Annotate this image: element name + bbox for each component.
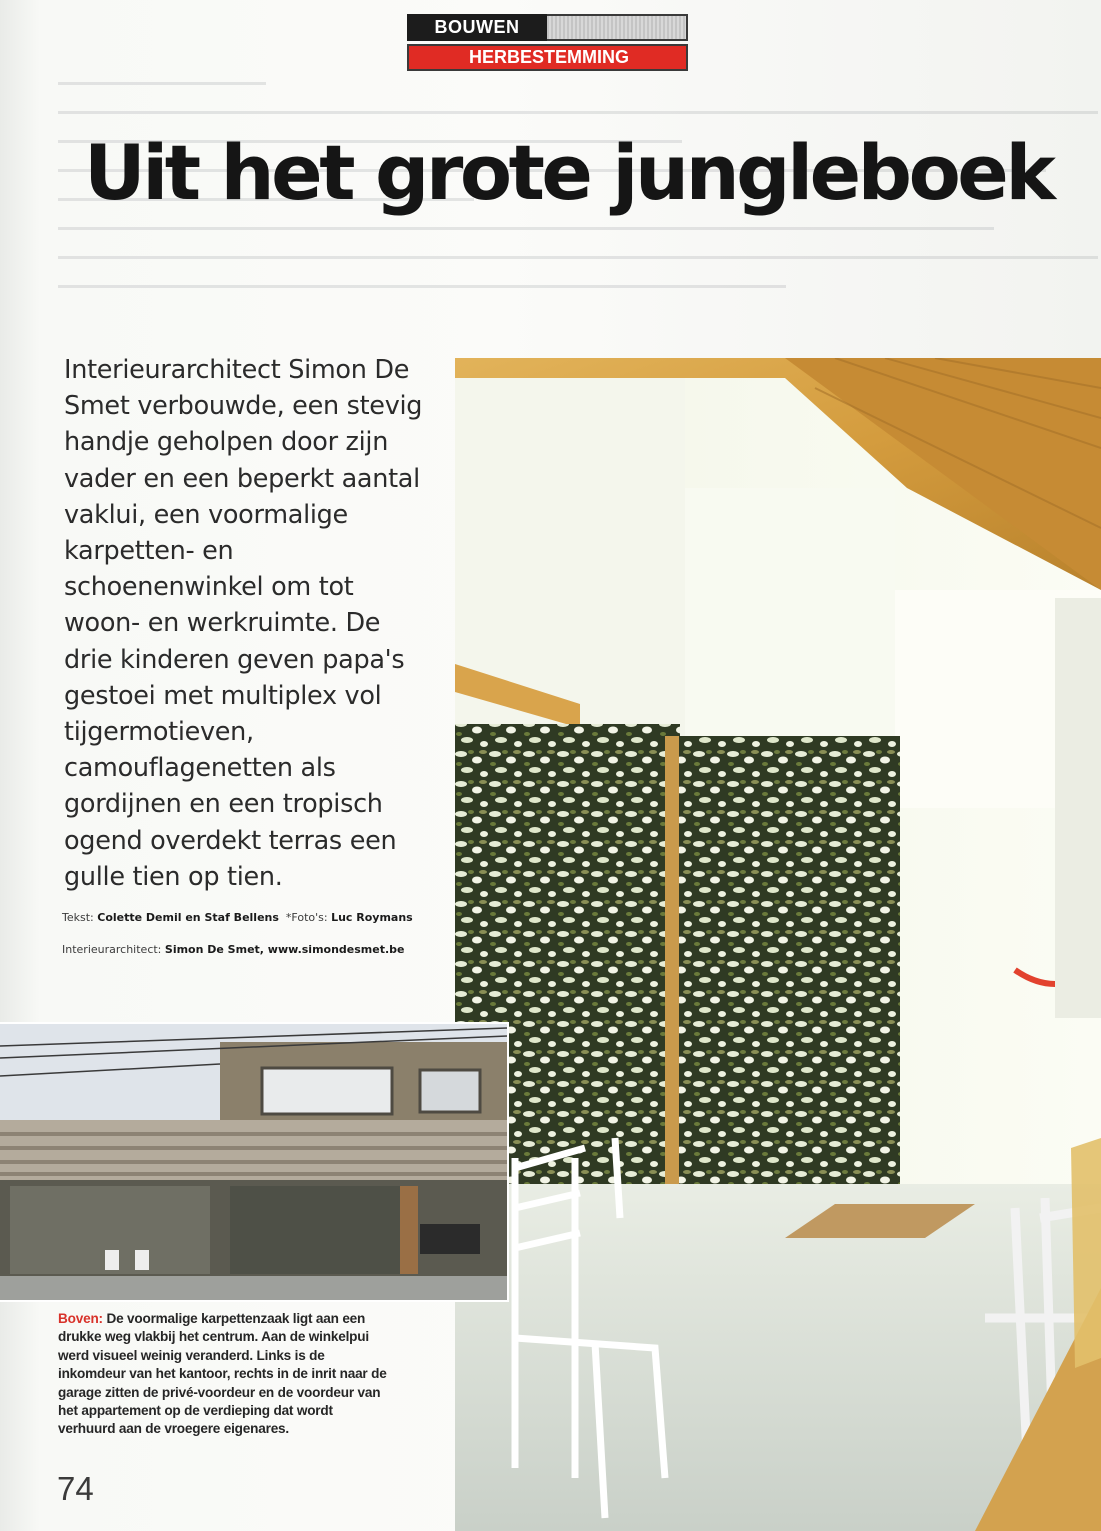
intro-line: gulle tien op tien. xyxy=(64,861,283,892)
photo-caption xyxy=(58,1310,418,1439)
text-credit xyxy=(62,902,442,934)
text-credit-names: Colette Demil en Staf Bellens xyxy=(97,911,279,924)
caption-line: inkomdeur van het kantoor, rechts in de inrit naar de xyxy=(58,1366,387,1382)
intro-line: Smet verbouwde, een stevig xyxy=(64,391,423,422)
photo-credit-name: Luc Roymans xyxy=(331,911,413,924)
intro-paragraph xyxy=(64,352,424,895)
intro-line: handje geholpen door zijn xyxy=(64,427,389,458)
caption-line: het appartement op de verdieping dat wordt xyxy=(58,1403,333,1419)
intro-line: tijgermotieven, xyxy=(64,717,254,748)
credits xyxy=(62,902,442,966)
intro-line: karpetten- en xyxy=(64,536,234,567)
interior-photo xyxy=(455,358,1101,1531)
architect-credit-name: Simon De Smet, www.simondesmet.be xyxy=(164,943,405,956)
exterior-photo xyxy=(0,1024,507,1300)
section-label: BOUWEN xyxy=(407,14,547,41)
intro-line: drie kinderen geven papa's xyxy=(64,644,405,675)
subsection-label: HERBESTEMMING xyxy=(407,44,688,71)
intro-line: vader en een beperkt aantal xyxy=(64,463,420,494)
caption-line xyxy=(58,1310,418,1328)
intro-line: gestoei met multiplex vol xyxy=(64,680,382,711)
caption-line: werd visueel weinig veranderd. Links is de xyxy=(58,1347,325,1363)
intro-line: woon- en werkruimte. De xyxy=(64,608,381,639)
intro-line: ogend overdekt terras een xyxy=(64,825,397,856)
intro-line: Interieurarchitect Simon De xyxy=(64,355,410,385)
section-tag xyxy=(407,14,688,71)
text-credit-label: Tekst: xyxy=(62,911,94,924)
intro-line: gordijnen en een tropisch xyxy=(64,789,383,820)
caption-line: garage zitten de privé-voordeur en de voordeur van xyxy=(58,1384,381,1400)
architect-credit xyxy=(62,934,442,966)
caption-text: De voormalige karpettenzaak ligt aan een xyxy=(106,1311,366,1326)
caption-lead: Boven: xyxy=(58,1311,103,1326)
caption-line: verhuurd aan de vroegere eigenares. xyxy=(58,1421,289,1437)
headline: Uit het grote jungleboek xyxy=(84,128,1053,217)
page-number: 74 xyxy=(57,1470,94,1507)
intro-line: camouflagenetten als xyxy=(64,753,336,784)
photo-credit-label: *Foto's: xyxy=(285,911,328,924)
intro-line: vaklui, een voormalige xyxy=(64,499,348,530)
intro-line: schoenenwinkel om tot xyxy=(64,572,354,603)
architect-credit-label: Interieurarchitect: xyxy=(62,943,162,956)
caption-line: drukke weg vlakbij het centrum. Aan de winkelpui xyxy=(58,1329,369,1345)
